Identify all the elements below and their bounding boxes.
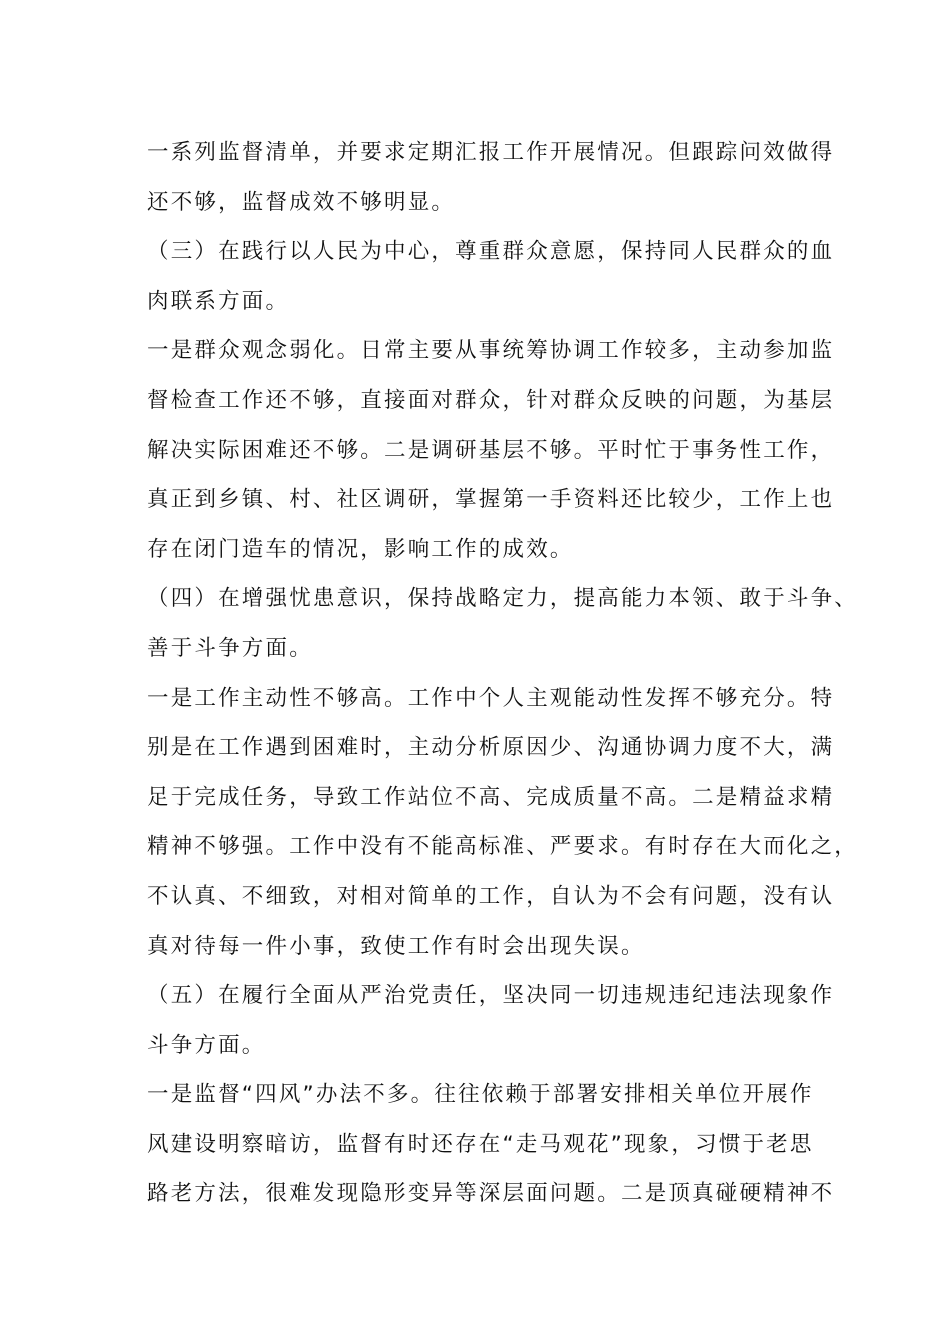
text-line: 风建设明察暗访，监督有时还存在“走马观花”现象，习惯于老思 xyxy=(147,1131,814,1157)
text-line: 真对待每一件小事，致使工作有时会出现失误。 xyxy=(147,933,645,959)
section-heading-line: （四）在增强忧患意识，保持战略定力，提高能力本领、敢于斗争、 xyxy=(147,586,859,612)
text-line: 别是在工作遇到困难时，主动分析原因少、沟通协调力度不大，满 xyxy=(147,735,835,761)
text-line: 一系列监督清单，并要求定期汇报工作开展情况。但跟踪问效做得 xyxy=(147,140,835,165)
section-heading-line: 斗争方面。 xyxy=(147,1032,266,1058)
text-line: 存在闭门造车的情况，影响工作的成效。 xyxy=(147,536,574,562)
text-line: 督检查工作还不够，直接面对群众，针对群众反映的问题，为基层 xyxy=(147,387,835,413)
document-body xyxy=(147,128,859,1219)
text-line: 路老方法，很难发现隐形变异等深层面问题。二是顶真碰硬精神不 xyxy=(147,1181,835,1207)
text-line: 精神不够强。工作中没有不能高标准、严要求。有时存在大而化之， xyxy=(147,834,859,860)
text-line: 一是群众观念弱化。日常主要从事统筹协调工作较多，主动参加监 xyxy=(147,338,835,364)
section-heading-line: （三）在践行以人民为中心，尊重群众意愿，保持同人民群众的血 xyxy=(147,239,835,265)
section-heading-line: （五）在履行全面从严治党责任，坚决同一切违规违纪违法现象作 xyxy=(147,983,835,1009)
text-line: 足于完成任务，导致工作站位不高、完成质量不高。二是精益求精 xyxy=(147,784,835,810)
text-line: 一是监督“四风”办法不多。往往依赖于部署安排相关单位开展作 xyxy=(147,1082,814,1108)
section-heading-line: 肉联系方面。 xyxy=(147,288,290,314)
text-line: 真正到乡镇、村、社区调研，掌握第一手资料还比较少，工作上也 xyxy=(147,487,835,513)
section-heading-line: 善于斗争方面。 xyxy=(147,635,313,661)
text-line: 一是工作主动性不够高。工作中个人主观能动性发挥不够充分。特 xyxy=(147,685,835,711)
text-line: 不认真、不细致，对相对简单的工作，自认为不会有问题，没有认 xyxy=(147,883,835,909)
text-line: 还不够，监督成效不够明显。 xyxy=(147,189,456,215)
text-line: 解决实际困难还不够。二是调研基层不够。平时忙于事务性工作， xyxy=(147,437,835,463)
